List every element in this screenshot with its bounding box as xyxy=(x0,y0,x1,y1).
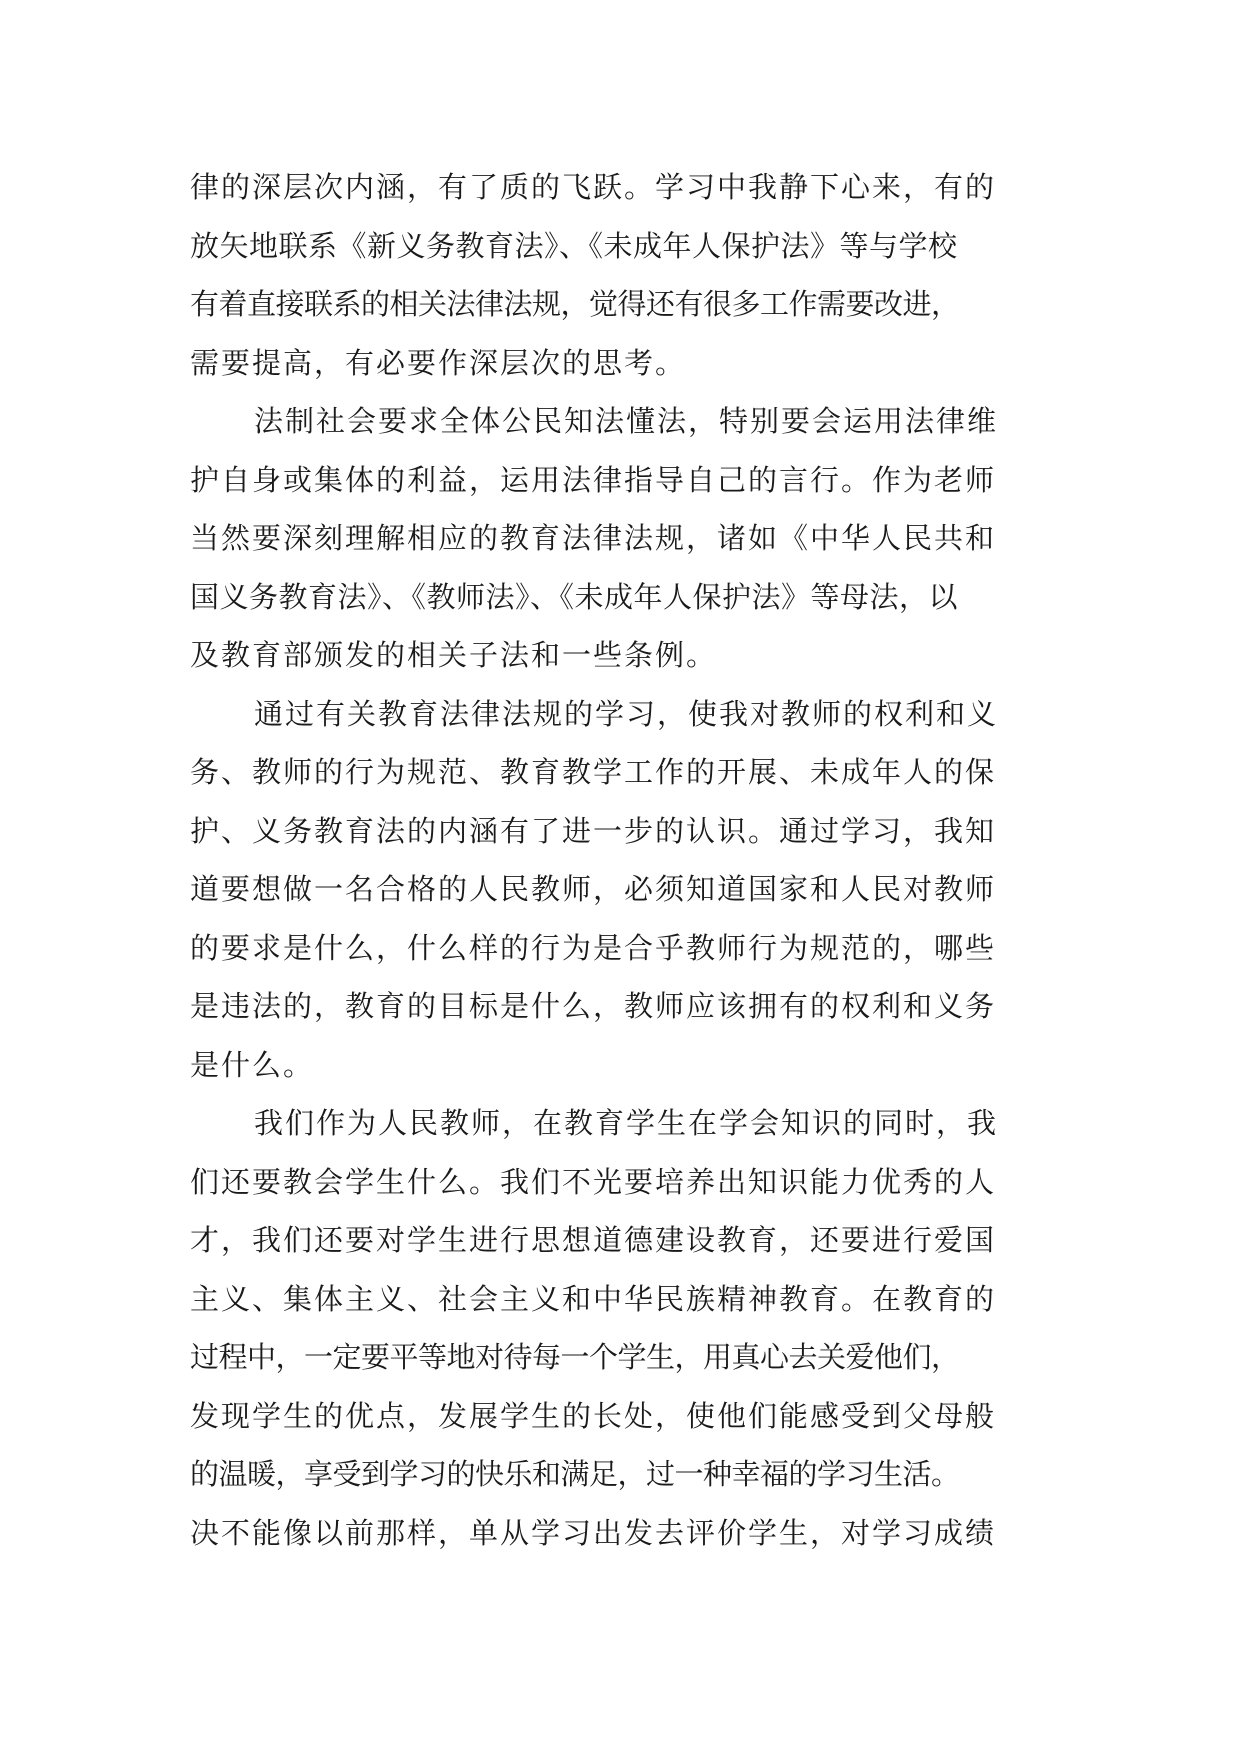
paragraph-first-line: 法制社会要求全体公民知法懂法，特别要会运用法律维 xyxy=(254,404,999,438)
text-line: 放矢地联系《新义务教育法》、《未成年人保护法》等与学校 xyxy=(190,228,958,263)
text-line: 过程中，一定要平等地对待每一个学生，用真心去关爱他们， xyxy=(190,1340,960,1374)
paragraph-first-line: 我们作为人民教师，在教育学生在学会知识的同时，我 xyxy=(254,1106,999,1140)
text-line: 的要求是什么，什么样的行为是合乎教师行为规范的，哪些 xyxy=(190,930,997,965)
text-line: 国义务教育法》、《教师法》、《未成年人保护法》等母法，以 xyxy=(190,579,959,614)
text-line: 才，我们还要对学生进行思想道德建设教育，还要进行爱国 xyxy=(190,1223,997,1257)
text-line: 发现学生的优点，发展学生的长处，使他们能感受到父母般 xyxy=(190,1398,997,1433)
text-line: 决不能像以前那样，单从学习出发去评价学生，对学习成绩 xyxy=(190,1515,997,1550)
text-line: 有着直接联系的相关法律法规，觉得还有很多工作需要改进， xyxy=(190,287,960,321)
text-line: 是违法的，教育的目标是什么，教师应该拥有的权利和义务 xyxy=(190,989,997,1023)
text-line: 律的深层次内涵，有了质的飞跃。学习中我静下心来，有的 xyxy=(190,170,997,204)
text-line: 护自身或集体的利益，运用法律指导自己的言行。作为老师 xyxy=(190,462,997,497)
text-line: 当然要深刻理解相应的教育法律法规，诸如《中华人民共和 xyxy=(190,521,997,555)
text-line: 是什么。 xyxy=(190,1047,315,1082)
text-line: 及教育部颁发的相关子法和一些条例。 xyxy=(190,638,718,672)
text-line: 的温暖，享受到学习的快乐和满足，过一种幸福的学习生活。 xyxy=(190,1457,960,1491)
text-line: 需要提高，有必要作深层次的思考。 xyxy=(190,345,687,380)
text-line: 们还要教会学生什么。我们不光要培养出知识能力优秀的人 xyxy=(190,1164,997,1199)
paragraph-first-line: 通过有关教育法律法规的学习，使我对教师的权利和义 xyxy=(254,696,999,731)
text-line: 道要想做一名合格的人民教师，必须知道国家和人民对教师 xyxy=(190,872,997,906)
text-line: 护、义务教育法的内涵有了进一步的认识。通过学习，我知 xyxy=(190,813,997,848)
text-line: 务、教师的行为规范、教育教学工作的开展、未成年人的保 xyxy=(190,755,997,789)
text-line: 主义、集体主义、社会主义和中华民族精神教育。在教育的 xyxy=(190,1281,997,1316)
document-body xyxy=(190,158,1085,1562)
